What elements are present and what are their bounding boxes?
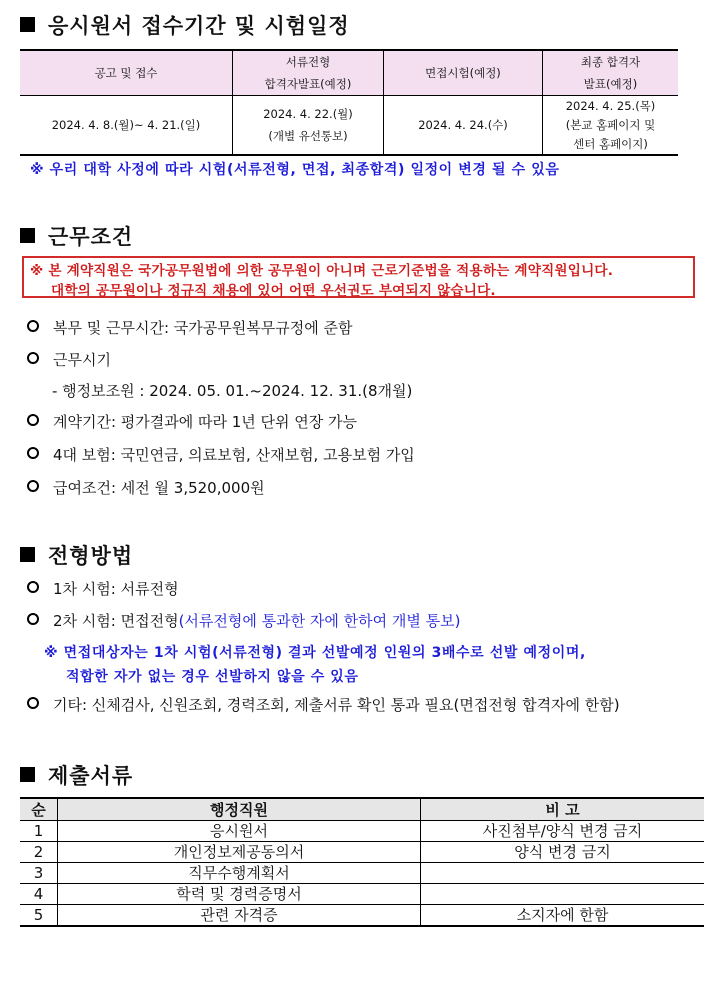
list-item: 기타: 신체검사, 신원조회, 경력조회, 제출서류 확인 통과 필요(면접전형 합격자에 한함) <box>27 694 620 715</box>
list-item: 4대 보험: 국민연금, 의료보험, 산재보험, 고용보험 가입 <box>27 444 415 465</box>
table-header-row <box>20 50 678 96</box>
table-cell: 1 <box>20 821 58 842</box>
table-cell: 2 <box>20 842 58 863</box>
table-cell: 관련 자격증 <box>58 905 421 927</box>
table-cell <box>421 863 705 884</box>
circle-bullet-icon <box>27 697 39 709</box>
circle-bullet-icon <box>27 480 39 492</box>
square-bullet-icon <box>20 17 35 32</box>
table-header-cell: 행정직원 <box>58 798 421 821</box>
list-item: - 행정보조원 : 2024. 05. 01.~2024. 12. 31.(8개월) <box>52 382 413 400</box>
table-cell: 2024. 4. 22.(월) (개별 유선통보) <box>233 96 384 156</box>
table-header-row <box>20 798 704 821</box>
interview-note-line-2: 적합한 자가 없는 경우 선발하지 않을 수 있음 <box>66 669 359 685</box>
table-cell: 개인정보제공동의서 <box>58 842 421 863</box>
table-cell <box>421 884 705 905</box>
table-cell: 2024. 4. 8.(월)~ 4. 21.(일) <box>20 96 233 156</box>
interview-note-line-1: ※ 면접대상자는 1차 시험(서류전형) 결과 선발예정 인원의 3배수로 선발 예정이며, <box>44 645 586 661</box>
table-header-cell: 최종 합격자 발표(예정) <box>543 50 679 96</box>
schedule-table <box>20 49 678 156</box>
table-row <box>20 842 704 863</box>
table-header-cell: 비 고 <box>421 798 705 821</box>
list-item: 2차 시험: 면접전형(서류전형에 통과한 자에 한하여 개별 통보) <box>27 610 460 631</box>
table-cell: 4 <box>20 884 58 905</box>
table-header-cell: 서류전형 합격자발표(예정) <box>233 50 384 96</box>
section-title-work: 근무조건 <box>20 221 133 251</box>
circle-bullet-icon <box>27 613 39 625</box>
table-header-cell: 공고 및 접수 <box>20 50 233 96</box>
red-notice-line-2: 대학의 공무원이나 정규직 채용에 있어 어떤 우선권도 부여되지 않습니다. <box>51 283 496 299</box>
schedule-note: ※ 우리 대학 사정에 따라 시험(서류전형, 면접, 최종합격) 일정이 변경 될 수 있음 <box>30 162 560 178</box>
red-notice-box <box>22 256 695 298</box>
list-item: 계약기간: 평가결과에 따라 1년 단위 연장 가능 <box>27 411 357 432</box>
square-bullet-icon <box>20 547 35 562</box>
circle-bullet-icon <box>27 320 39 332</box>
list-item: 복무 및 근무시간: 국가공무원복무규정에 준함 <box>27 317 352 338</box>
section-title-documents: 제출서류 <box>20 760 133 790</box>
table-row <box>20 96 678 156</box>
section-title-schedule: 응시원서 접수기간 및 시험일정 <box>20 10 350 40</box>
table-row <box>20 884 704 905</box>
table-row <box>20 821 704 842</box>
list-item: 1차 시험: 서류전형 <box>27 578 179 599</box>
documents-table <box>20 797 704 927</box>
square-bullet-icon <box>20 767 35 782</box>
table-cell: 사진첨부/양식 변경 금지 <box>421 821 705 842</box>
table-cell: 학력 및 경력증명서 <box>58 884 421 905</box>
section-title-selection: 전형방법 <box>20 540 133 570</box>
table-header-cell: 순 <box>20 798 58 821</box>
list-item: 급여조건: 세전 월 3,520,000원 <box>27 477 265 498</box>
table-cell: 응시원서 <box>58 821 421 842</box>
list-item: 근무시기 <box>27 349 111 370</box>
table-cell: 양식 변경 금지 <box>421 842 705 863</box>
table-header-cell: 면접시험(예정) <box>384 50 543 96</box>
circle-bullet-icon <box>27 414 39 426</box>
circle-bullet-icon <box>27 581 39 593</box>
table-row <box>20 905 704 927</box>
table-cell: 소지자에 한함 <box>421 905 705 927</box>
red-notice-line-1: ※ 본 계약직원은 국가공무원법에 의한 공무원이 아니며 근로기준법을 적용하는 계약직원입니다. <box>30 263 614 279</box>
table-row <box>20 863 704 884</box>
circle-bullet-icon <box>27 447 39 459</box>
circle-bullet-icon <box>27 352 39 364</box>
table-cell: 직무수행계획서 <box>58 863 421 884</box>
table-cell: 5 <box>20 905 58 927</box>
table-cell: 2024. 4. 25.(목) (본교 홈페이지 및 센터 홈페이지) <box>543 96 679 156</box>
table-cell: 3 <box>20 863 58 884</box>
square-bullet-icon <box>20 228 35 243</box>
table-cell: 2024. 4. 24.(수) <box>384 96 543 156</box>
